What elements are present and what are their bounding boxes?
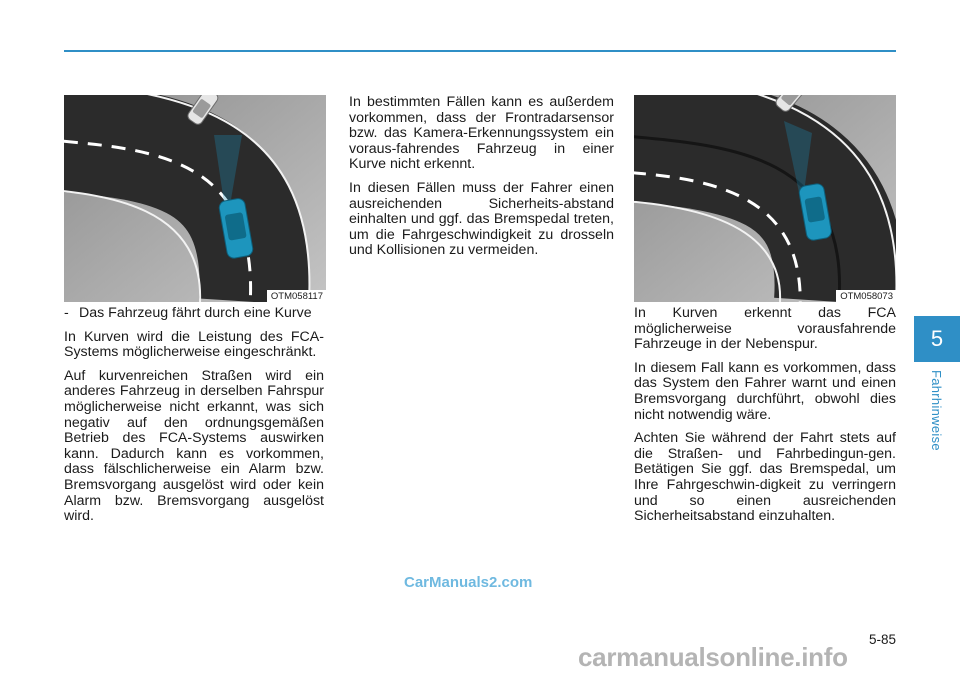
page-number: 5-85 xyxy=(868,632,896,647)
figure-code: OTM058073 xyxy=(836,290,896,302)
header-rule xyxy=(64,50,896,52)
text-column-2 xyxy=(349,95,614,267)
chapter-number-tab: 5 xyxy=(914,316,960,362)
bullet-text: Das Fahrzeug fährt durch eine Kurve xyxy=(79,305,312,321)
text-column-3 xyxy=(634,306,896,533)
text-column-1 xyxy=(64,306,324,533)
paragraph: In Kurven erkennt das FCA möglicherweise vorausfahrende Fahrzeuge in der Nebenspur. xyxy=(634,305,896,353)
figure-same-lane-curve xyxy=(64,95,326,302)
footer-brand-watermark: carmanualsonline.info xyxy=(578,642,848,672)
paragraph: In Kurven wird die Leistung des FCA-Systems möglicherweise eingeschränkt. xyxy=(64,328,324,361)
paragraph: Achten Sie während der Fahrt stets auf die Straßen- und Fahrbedingun-gen. Betätigen Sie ggf. das Bremspedal, um Ihre Fahrgeschwin-digkeit zu verringern und so einen ausreichenden Sicherheitsabstand einzuhalten. xyxy=(634,430,896,525)
paragraph: Auf kurvenreichen Straßen wird ein anderes Fahrzeug in derselben Fahrspur möglicherweise nicht erkannt, was sich negativ auf den ordnungsgemäßen Betrieb des FCA-Systems auswirken kann. Dadurch kann es vorkommen, dass fälschlicherweise ein Alarm bzw. Bremsvorgang ausgelöst wird oder kein Alarm bzw. Bremsvorgang ausgelöst wird. xyxy=(64,367,324,525)
figure-adjacent-lane-curve xyxy=(634,95,896,302)
chapter-title: Fahrhinweise xyxy=(929,370,944,451)
curve-illustration-2 xyxy=(634,95,896,302)
bullet-item xyxy=(64,306,324,322)
figure-code: OTM058117 xyxy=(267,290,326,302)
paragraph: In diesen Fällen muss der Fahrer einen ausreichenden Sicherheits-abstand einhalten und ggf. das Bremspedal treten, um die Fahrgeschwindigkeit zu drosseln und Kollisionen zu vermeiden. xyxy=(349,179,614,259)
curve-illustration-1 xyxy=(64,95,326,302)
paragraph: In bestimmten Fällen kann es außerdem vorkommen, dass der Frontradarsensor bzw. das Kamera-Erkennungssystem ein voraus-fahrendes Fahrzeug in einer Kurve nicht erkennt. xyxy=(349,94,614,173)
watermark[interactable]: CarManuals2.com xyxy=(404,574,533,591)
paragraph: In diesem Fall kann es vorkommen, dass das System den Fahrer warnt und einen Bremsvorgang durchführt, obwohl dies nicht notwendig wäre. xyxy=(634,359,896,423)
bullet-dash: - xyxy=(64,305,69,321)
